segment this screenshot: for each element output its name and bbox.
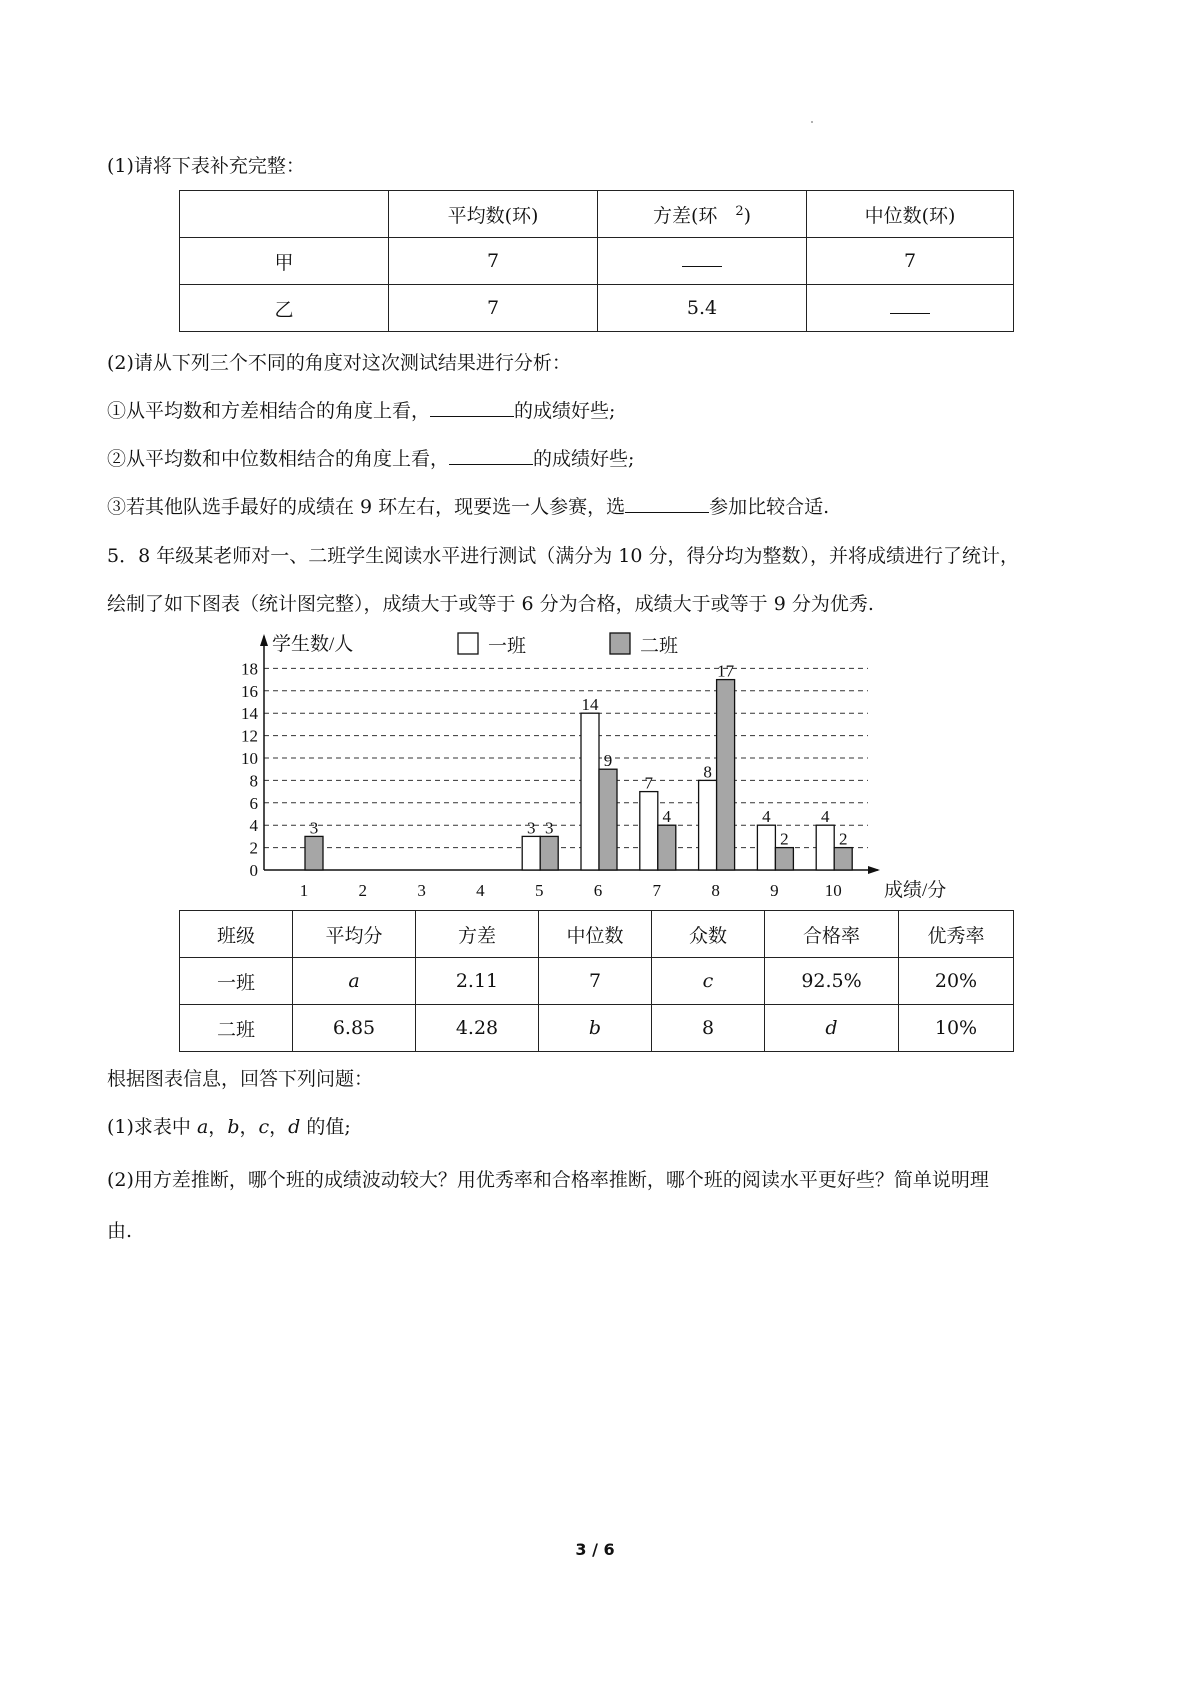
table-cell: 7 (807, 238, 1014, 285)
y-tick-label: 2 (249, 838, 258, 858)
table-cell: c (652, 958, 765, 1005)
bar (522, 836, 540, 870)
y-axis-arrow (260, 634, 268, 646)
bar (775, 848, 793, 870)
sub-question-2-line2: 由. (107, 1220, 133, 1242)
table-cell: 6.85 (293, 1005, 416, 1052)
x-tick-label: 6 (593, 881, 603, 900)
table-cell: b (539, 1005, 652, 1052)
data-label: 2 (780, 829, 789, 849)
table-row (180, 958, 1014, 1005)
table-header-row (180, 911, 1014, 958)
x-tick-label: 2 (358, 881, 368, 900)
question-item: ②从平均数和中位数相结合的角度上看， 的成绩好些; (107, 448, 635, 470)
data-label: 4 (662, 807, 672, 827)
table-cell: 7 (539, 958, 652, 1005)
y-tick-label: 4 (249, 816, 258, 836)
data-label: 3 (544, 818, 554, 838)
table-cell: 一班 (180, 958, 293, 1005)
x-tick-label: 9 (770, 881, 779, 900)
data-label: 3 (309, 818, 319, 838)
data-label: 3 (526, 818, 536, 838)
data-label: 7 (644, 773, 654, 793)
data-label: 2 (838, 829, 848, 849)
table-cell: 8 (652, 1005, 765, 1052)
bar (305, 836, 323, 870)
data-label: 8 (703, 762, 712, 782)
bar (699, 780, 717, 870)
sub-question-1: (1)求表中 a，b，c，d 的值; (107, 1116, 351, 1138)
question-item: ③若其他队选手最好的成绩在 9 环左右，现要选一人参赛，选 参加比较合适. (107, 496, 830, 518)
x-tick-label: 7 (652, 881, 662, 900)
table-header-variance: 方差(环 $^2$) (598, 191, 807, 238)
x-tick-label: 1 (299, 881, 309, 900)
question-5-line2: 绘制了如下图表（统计图完整），成绩大于或等于 6 分为合格，成绩大于或等于 9 分为优秀. (107, 593, 874, 615)
table-cell: 2.11 (416, 958, 539, 1005)
y-tick-label: 14 (241, 704, 258, 724)
y-axis-title: 学生数/人 (272, 634, 354, 655)
bar (658, 825, 676, 870)
table-header-cell: 班级 (180, 911, 293, 958)
table-cell: a (293, 958, 416, 1005)
table-cell: 甲 (180, 238, 389, 285)
table-header-cell: 优秀率 (899, 911, 1014, 958)
y-tick-label: 12 (241, 726, 258, 746)
x-axis-title: 成绩/分 (884, 880, 947, 901)
y-tick-label: 10 (241, 749, 258, 768)
table-cell: d (765, 1005, 899, 1052)
table-header-cell: 平均分 (293, 911, 416, 958)
table-cell: 乙 (180, 285, 389, 332)
bar (816, 825, 834, 870)
bar (834, 848, 852, 870)
data-label: 4 (762, 807, 771, 827)
bar (599, 769, 617, 870)
y-tick-label: 6 (249, 793, 258, 813)
x-tick-label: 8 (711, 881, 720, 900)
x-axis-arrow (868, 866, 880, 874)
bar (640, 792, 658, 870)
legend-swatch (610, 633, 630, 654)
data-label: 4 (820, 807, 830, 827)
y-tick-label: 18 (241, 659, 258, 679)
table-row (180, 1005, 1014, 1052)
question-5-line1: 5．8 年级某老师对一、二班学生阅读水平进行测试（满分为 10 分，得分均为整数），并将成绩进行了统计， (107, 545, 1019, 567)
table-cell: 7 (389, 238, 598, 285)
bar (581, 713, 599, 870)
data-label: 14 (581, 695, 599, 715)
part1-label: (1)请将下表补充完整： (107, 155, 305, 177)
table-cell: 20% (899, 958, 1014, 1005)
sub-question-2-line1: (2)用方差推断，哪个班的成绩波动较大？用优秀率和合格率推断，哪个班的阅读水平更好些？简单说明理 (107, 1169, 989, 1191)
legend-label: 一班 (488, 636, 527, 657)
table-cell: 92.5% (765, 958, 899, 1005)
page-number: 3 / 6 (575, 1540, 615, 1559)
data-label: 9 (603, 751, 613, 771)
table-header-cell: 众数 (652, 911, 765, 958)
bar (757, 825, 775, 870)
table-cell: 5.4 (598, 285, 807, 332)
y-tick-label: 16 (241, 681, 258, 701)
y-tick-label: 0 (249, 861, 258, 880)
part2-label: (2)请从下列三个不同的角度对这次测试结果进行分析： (107, 352, 571, 374)
y-tick-label: 8 (249, 771, 258, 791)
table-cell: 7 (389, 285, 598, 332)
table-header-cell: 中位数(环) (807, 191, 1014, 238)
x-tick-label: 5 (534, 881, 544, 900)
x-tick-label: 3 (417, 881, 426, 900)
answer-prompt: 根据图表信息，回答下列问题： (107, 1068, 374, 1090)
table-header-cell: 中位数 (539, 911, 652, 958)
bar (540, 836, 558, 870)
bar (717, 680, 735, 870)
table-class-stats (179, 910, 1014, 1052)
legend-swatch (458, 633, 478, 654)
legend-label: 二班 (640, 636, 679, 657)
x-tick-label: 4 (476, 881, 485, 900)
table-cell: 10% (899, 1005, 1014, 1052)
table-header-cell: 合格率 (765, 911, 899, 958)
data-label: 17 (717, 661, 735, 681)
table-header-cell: 方差 (416, 911, 539, 958)
table-cell: 二班 (180, 1005, 293, 1052)
question-item: ①从平均数和方差相结合的角度上看， 的成绩好些; (107, 400, 616, 422)
table-header-cell: 平均数(环) (389, 191, 598, 238)
x-tick-label: 10 (824, 881, 842, 900)
table-cell: 4.28 (416, 1005, 539, 1052)
